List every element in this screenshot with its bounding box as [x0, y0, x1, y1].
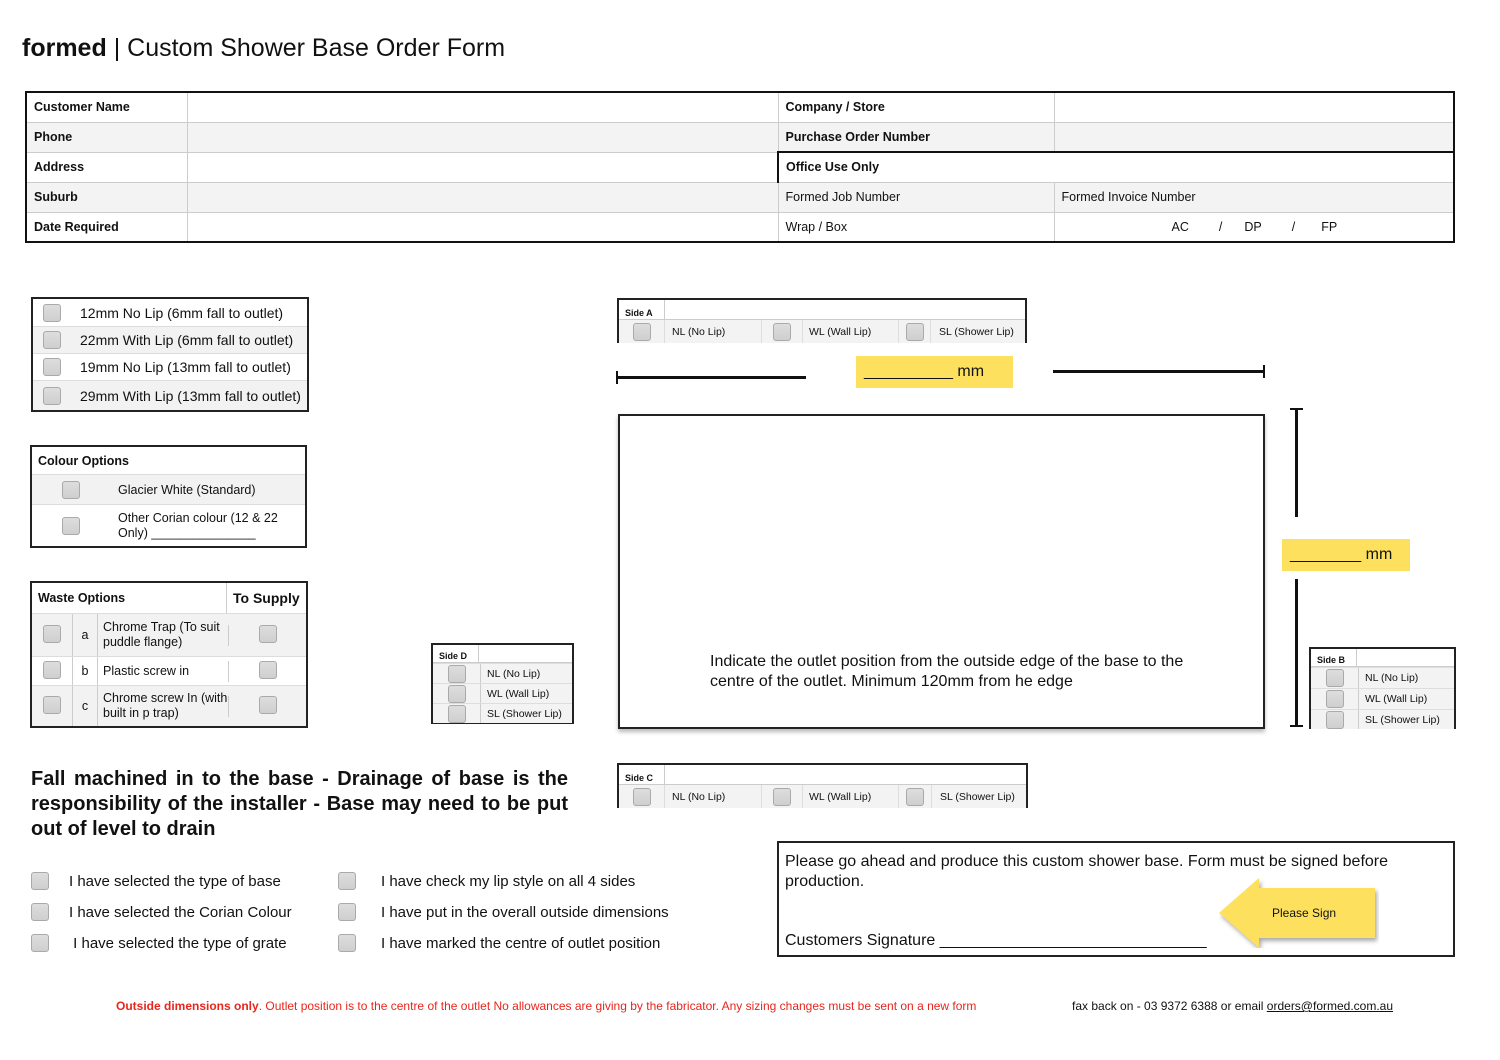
- outlet-position-drawing-area[interactable]: [618, 414, 1265, 729]
- checkbox[interactable]: [906, 788, 924, 806]
- date-field[interactable]: [187, 212, 778, 242]
- checkbox[interactable]: [1326, 690, 1344, 708]
- checkbox[interactable]: [906, 323, 924, 341]
- checkbox[interactable]: [1326, 711, 1344, 729]
- height-dimension-field[interactable]: ________ mm: [1282, 539, 1410, 571]
- address-field[interactable]: [187, 152, 778, 182]
- checklist-item[interactable]: [338, 872, 635, 890]
- lip-label: SL (Shower Lip): [940, 790, 1015, 803]
- wrap-box-label: Wrap / Box: [778, 212, 1054, 242]
- label: Purchase Order Number: [778, 122, 1054, 152]
- job-number-field[interactable]: Formed Job Number: [778, 182, 1054, 212]
- to-supply-heading: To Supply: [226, 583, 300, 613]
- dimension-tick: [1263, 365, 1265, 378]
- side-label: Side A: [619, 300, 665, 319]
- phone-field[interactable]: [187, 122, 778, 152]
- colour-options-heading: Colour Options: [32, 447, 305, 475]
- checkbox[interactable]: [62, 517, 80, 535]
- option-label: 19mm No Lip (13mm fall to outlet): [80, 359, 291, 375]
- please-sign-label: Please Sign: [1272, 906, 1337, 920]
- lip-label: SL (Shower Lip): [487, 707, 562, 720]
- signature-field[interactable]: Customers Signature ______________________________: [785, 932, 1207, 949]
- label: Date Required: [26, 212, 187, 242]
- suburb-field[interactable]: [187, 182, 778, 212]
- lip-label: NL (No Lip): [665, 785, 762, 808]
- checkbox[interactable]: [1326, 669, 1344, 687]
- checkbox[interactable]: [31, 903, 49, 921]
- dimension-tick: [616, 371, 618, 384]
- checklist-item[interactable]: [31, 934, 287, 952]
- waste-label: Chrome Trap (To suit puddle flange): [97, 614, 228, 656]
- waste-options: [30, 581, 308, 728]
- option-label: 22mm With Lip (6mm fall to outlet): [80, 332, 294, 348]
- footer-rest: . Outlet position is to the centre of the outlet No allowances are giving by the fabricator. Any sizing changes must be sent on a new form: [258, 999, 977, 1013]
- office-use-heading: Office Use Only: [778, 152, 1454, 182]
- checkbox[interactable]: [448, 685, 466, 703]
- separator: |: [113, 34, 121, 62]
- side-label: Side B: [1311, 649, 1357, 666]
- waste-label: Plastic screw in: [97, 657, 228, 685]
- customer-name-field[interactable]: [187, 92, 778, 122]
- letter: a: [72, 614, 97, 656]
- footer-note: [116, 999, 976, 1013]
- waste-label: Chrome screw In (with built in p trap): [97, 686, 228, 726]
- checklist-label: I have put in the overall outside dimensions: [381, 903, 669, 921]
- checkbox[interactable]: [338, 934, 356, 952]
- dimension-line: [1295, 409, 1298, 517]
- checkbox[interactable]: [633, 323, 651, 341]
- authorisation-text: Please go ahead and produce this custom shower base. Form must be signed before production.: [785, 853, 1389, 890]
- invoice-number-field[interactable]: Formed Invoice Number: [1054, 182, 1454, 212]
- slash: /: [1291, 219, 1296, 234]
- checkbox[interactable]: [62, 481, 80, 499]
- wrap-options[interactable]: [1054, 212, 1454, 242]
- side-a-options: [617, 298, 1027, 343]
- option-label: Glacier White (Standard): [118, 482, 256, 497]
- checklist-label: I have check my lip style on all 4 sides: [381, 872, 636, 890]
- checkbox[interactable]: [338, 903, 356, 921]
- checklist-item[interactable]: [31, 872, 281, 890]
- title-text: Custom Shower Base Order Form: [127, 34, 506, 62]
- checklist-item[interactable]: [31, 903, 292, 921]
- lip-label: WL (Wall Lip): [803, 320, 899, 343]
- dp: DP: [1244, 219, 1262, 234]
- side-b-options: [1309, 647, 1456, 729]
- checkbox[interactable]: [43, 625, 61, 643]
- lip-label: NL (No Lip): [487, 667, 541, 680]
- label: Company / Store: [778, 92, 1054, 122]
- supply-checkbox[interactable]: [259, 661, 277, 679]
- checkbox[interactable]: [43, 696, 61, 714]
- slash: /: [1218, 219, 1223, 234]
- width-dimension-field[interactable]: __________ mm: [856, 356, 1013, 388]
- signature-box: [777, 841, 1455, 957]
- label: Suburb: [26, 182, 187, 212]
- fall-note: Fall machined in to the base - Drainage of base is the responsibility of the installer - Base may need to be put out of level to drain: [31, 768, 568, 840]
- checklist-label: I have selected the type of base: [69, 872, 281, 890]
- checklist-item[interactable]: [338, 903, 669, 921]
- checkbox[interactable]: [43, 304, 61, 322]
- checkbox[interactable]: [773, 788, 791, 806]
- checklist-label: I have selected the type of grate: [69, 934, 287, 952]
- label: Address: [26, 152, 187, 182]
- checklist-label: I have marked the centre of outlet position: [381, 934, 661, 952]
- option-label: 12mm No Lip (6mm fall to outlet): [80, 304, 284, 321]
- side-c-options: [617, 763, 1028, 808]
- side-d-options: [431, 643, 574, 724]
- company-field[interactable]: [1054, 92, 1454, 122]
- checkbox[interactable]: [448, 705, 466, 723]
- email-link[interactable]: orders@formed.com.au: [1266, 999, 1394, 1013]
- label: Customer Name: [26, 92, 187, 122]
- supply-checkbox[interactable]: [259, 696, 277, 714]
- checkbox[interactable]: [43, 331, 61, 349]
- label: Phone: [26, 122, 187, 152]
- option-label: Other Corian colour (12 & 22 Only) _______________: [118, 510, 278, 540]
- checkbox[interactable]: [43, 387, 61, 405]
- lip-label: NL (No Lip): [665, 320, 762, 343]
- checkbox[interactable]: [43, 661, 61, 679]
- checkbox[interactable]: [773, 323, 791, 341]
- lip-label: SL (Shower Lip): [939, 325, 1014, 338]
- dimension-line: [617, 376, 806, 379]
- checkbox[interactable]: [633, 788, 651, 806]
- footer-contact: [1072, 999, 1393, 1013]
- checklist-label: I have selected the Corian Colour: [69, 903, 292, 921]
- checklist-item[interactable]: [338, 934, 660, 952]
- outlet-note: Indicate the outlet position from the outside edge of the base to the centre of the outlet. Minimum 120mm from he edge: [710, 653, 1184, 690]
- ac: AC: [1171, 219, 1189, 234]
- side-label: Side D: [433, 645, 479, 662]
- lip-label: WL (Wall Lip): [487, 687, 550, 700]
- lip-label: WL (Wall Lip): [803, 785, 899, 808]
- dimension-tick: [1290, 408, 1303, 410]
- fp: FP: [1321, 219, 1338, 234]
- po-field[interactable]: [1054, 122, 1454, 152]
- checkbox[interactable]: [338, 872, 356, 890]
- footer-bold: Outside dimensions only: [116, 999, 259, 1013]
- checkbox[interactable]: [31, 934, 49, 952]
- option-label: 29mm With Lip (13mm fall to outlet): [80, 387, 301, 404]
- dimension-line: [1053, 370, 1265, 373]
- checkbox[interactable]: [448, 665, 466, 683]
- colour-options: [30, 445, 307, 548]
- checkbox[interactable]: [43, 358, 61, 376]
- waste-heading: Waste Options: [38, 591, 126, 605]
- brand-logo: formed: [22, 34, 107, 62]
- dimension-line: [1295, 579, 1298, 727]
- dimension-tick: [1290, 725, 1303, 727]
- letter: b: [72, 657, 97, 685]
- page-title: [22, 34, 505, 63]
- base-type-options: [31, 297, 309, 412]
- letter: c: [72, 686, 97, 726]
- lip-label: NL (No Lip): [1365, 672, 1419, 684]
- customer-details-table: [25, 91, 1455, 243]
- supply-checkbox[interactable]: [259, 625, 277, 643]
- lip-label: WL (Wall Lip): [1365, 693, 1428, 705]
- fax-text: fax back on - 03 9372 6388 or email: [1072, 999, 1267, 1013]
- lip-label: SL (Shower Lip): [1365, 713, 1440, 726]
- side-label: Side C: [619, 765, 665, 784]
- checkbox[interactable]: [31, 872, 49, 890]
